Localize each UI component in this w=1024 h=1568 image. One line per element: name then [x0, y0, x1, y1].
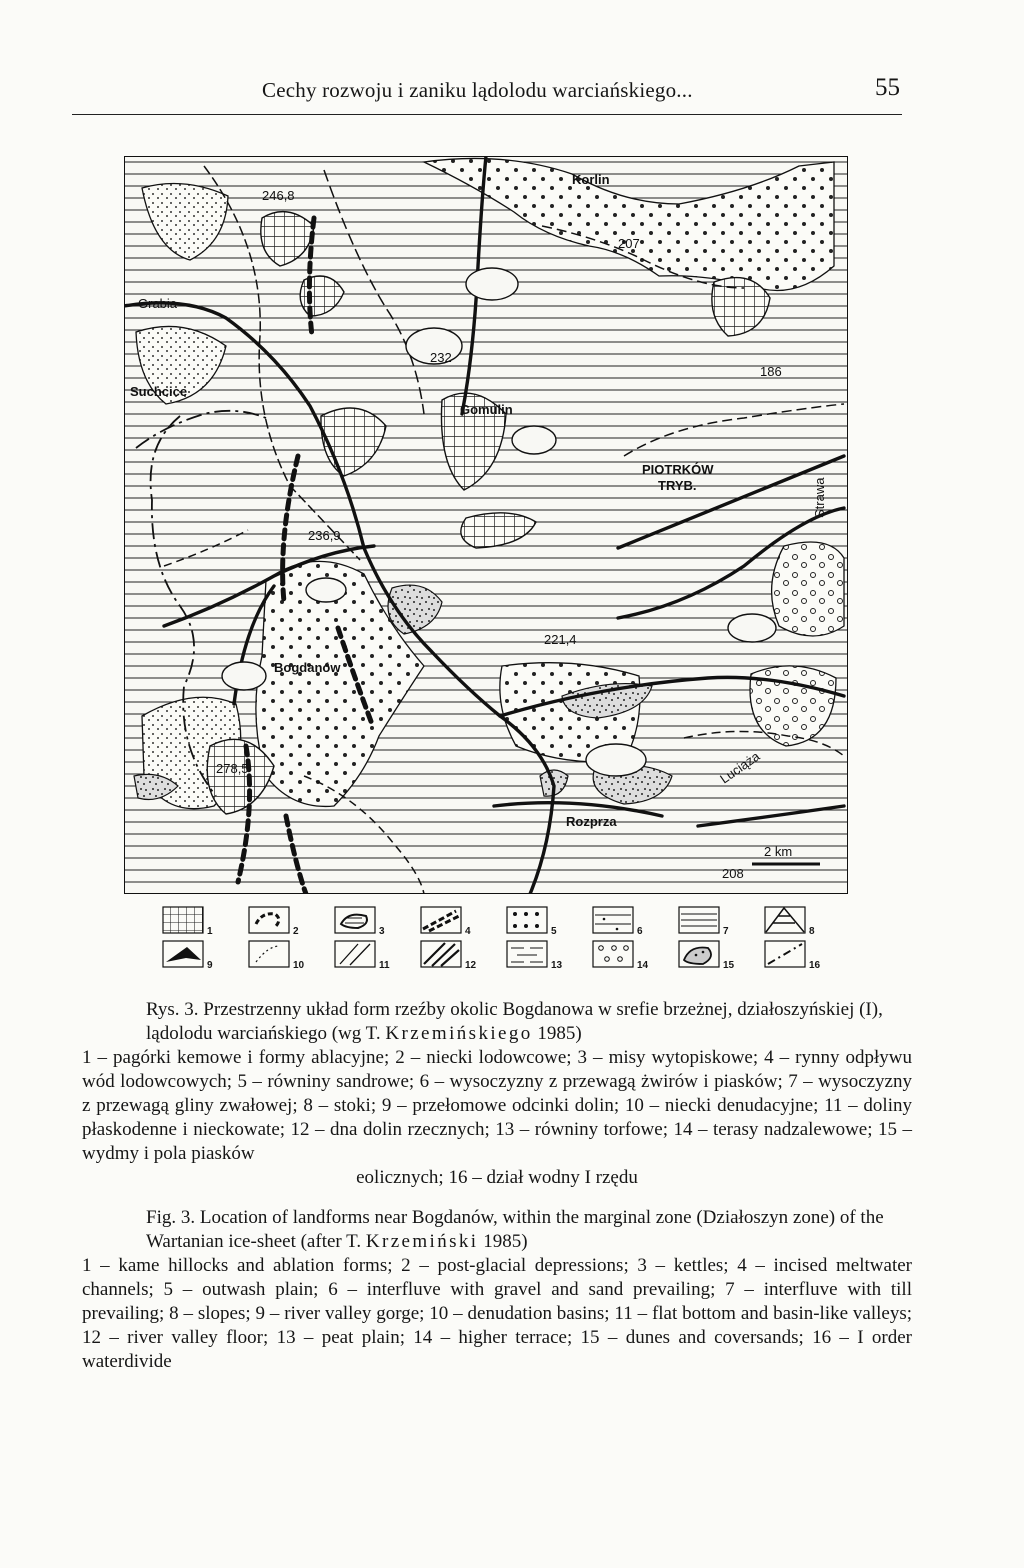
legend-number: 16 [809, 960, 821, 971]
label-suchcice: Suchcice [130, 384, 188, 399]
legend-symbol-kame-hillocks [162, 906, 204, 934]
label-236-9: 236,9 [308, 528, 341, 543]
english-caption-legend: 1 – kame hillocks and ablation forms; 2 – post-glacial depressions; 3 – kettles; 4 – incised meltwater channels; 5 – outwash plain; 6 – interfluve with gravel and sand prevailing; 7 – interfluve with till prevailing; 8 – slopes; 9 – river valley gorge; 10 – denudation basins; 11 – flat bottom and basin-like valleys; 12 – river valley floor; 13 – peat plain; 14 – higher terrace; 15 – dunes and coversands; 16 – I order waterdivide [82, 1255, 912, 1372]
legend-number: 6 [637, 926, 643, 937]
label-278-5: 278,5 [216, 761, 249, 776]
english-caption [82, 1206, 912, 1374]
legend-item-7 [678, 906, 764, 940]
legend-symbol-kettles [334, 906, 376, 934]
label-246-8: 246,8 [262, 188, 295, 203]
legend-number: 4 [465, 926, 471, 937]
legend-item-14 [592, 940, 678, 974]
legend-number: 3 [379, 926, 385, 937]
legend-item-6 [592, 906, 678, 940]
landform-map-drawing [124, 156, 848, 894]
legend-item-8 [764, 906, 850, 940]
legend-item-9 [162, 940, 248, 974]
label-221-4: 221,4 [544, 632, 577, 647]
legend-symbol-flat-bottom-valleys [334, 940, 376, 968]
legend-symbol-gravel-interfluve [592, 906, 634, 934]
legend-symbol-waterdivide [764, 940, 806, 968]
legend-number: 1 [207, 926, 213, 937]
label-gomulin: Gomulin [460, 402, 513, 417]
landform-map [124, 156, 848, 894]
label-tryb: TRYB. [658, 478, 697, 493]
page-number: 55 [875, 74, 900, 101]
legend-item-1 [162, 906, 248, 940]
legend-number: 10 [293, 960, 305, 971]
legend-symbol-dunes [678, 940, 720, 968]
legend-item-3 [334, 906, 420, 940]
polish-caption-author: Krzemińskiego [385, 1023, 533, 1044]
legend-item-10 [248, 940, 334, 974]
legend-item-15 [678, 940, 764, 974]
legend-number: 2 [293, 926, 299, 937]
header-title: Cechy rozwoju i zaniku lądolodu warciańskiego... [262, 78, 693, 102]
label-208: 208 [722, 866, 744, 881]
legend-item-12 [420, 940, 506, 974]
label-grabia: Grabia [138, 296, 178, 311]
label-scale: 2 km [764, 844, 793, 859]
legend-item-4 [420, 906, 506, 940]
legend-number: 13 [551, 960, 563, 971]
polish-caption-legend-last-line: eolicznych; 16 – dział wodny I rzędu [356, 1167, 638, 1188]
polish-caption-title [82, 998, 912, 1046]
label-piotrkow: PIOTRKÓW [642, 462, 714, 477]
label-luciaza: Luciąża [717, 748, 763, 787]
legend-symbol-slopes [764, 906, 806, 934]
running-header [72, 72, 902, 115]
polish-caption-suffix: 1985) [532, 1023, 582, 1044]
legend-item-11 [334, 940, 420, 974]
polish-caption-legend: 1 – pagórki kemowe i formy ablacyjne; 2 – niecki lodowcowe; 3 – misy wytopiskowe; 4 – rynny odpływu wód lodowcowych; 5 – równiny sandrowe; 6 – wysoczyzny z przewagą żwirów i piasków; 7 – wysoczyzny z przewagą gliny zwałowej; 8 – stoki; 9 – przełomowe odcinki dolin; 10 – niecki denudacyjne; 11 – doliny płaskodenne i nieckowate; 12 – dna dolin rzecznych; 13 – równiny torfowe; 14 – terasy nadzalewowe; 15 – wydmy i pola piasków [82, 1047, 912, 1164]
legend-symbol-higher-terrace [592, 940, 634, 968]
label-207: 207 [618, 236, 640, 251]
english-caption-author: Krzemiński [365, 1231, 479, 1252]
label-strawa: Strawa [812, 477, 827, 518]
legend-item-2 [248, 906, 334, 940]
legend-symbol-peat-plain [506, 940, 548, 968]
label-bogdanow: Bogdanów [274, 660, 341, 675]
label-korlin: Korlin [572, 172, 610, 187]
map-legend [162, 898, 852, 978]
legend-number: 7 [723, 926, 729, 937]
legend-number: 12 [465, 960, 477, 971]
legend-item-13 [506, 940, 592, 974]
polish-caption [82, 998, 912, 1190]
label-232: 232 [430, 350, 452, 365]
english-caption-suffix: 1985) [478, 1231, 528, 1252]
legend-symbol-outwash-plain [506, 906, 548, 934]
legend-symbol-till-interfluve [678, 906, 720, 934]
legend-number: 5 [551, 926, 557, 937]
legend-symbol-river-valley-floor [420, 940, 462, 968]
legend-number: 14 [637, 960, 649, 971]
polish-caption-prefix: Rys. 3. Przestrzenny układ form rzeźby okolic Bogdanowa w srefie brzeżnej, działoszyńskiej (I), lądolodu warciańskiego (wg T. [146, 999, 883, 1044]
legend-symbol-gorge [162, 940, 204, 968]
english-caption-title [82, 1206, 912, 1254]
legend-number: 8 [809, 926, 815, 937]
legend-symbol-post-glacial-depressions [248, 906, 290, 934]
legend-symbol-meltwater-channels [420, 906, 462, 934]
english-caption-prefix: Fig. 3. Location of landforms near Bogdanów, within the marginal zone (Działoszyn zone) of the Wartanian ice-sheet (after T. [146, 1207, 884, 1252]
legend-symbol-denudation-basins [248, 940, 290, 968]
label-186: 186 [760, 364, 782, 379]
legend-number: 15 [723, 960, 735, 971]
legend-number: 11 [379, 960, 390, 971]
legend-item-5 [506, 906, 592, 940]
legend-item-16 [764, 940, 850, 974]
legend-number: 9 [207, 960, 213, 971]
label-rozprza: Rozprza [566, 814, 617, 829]
